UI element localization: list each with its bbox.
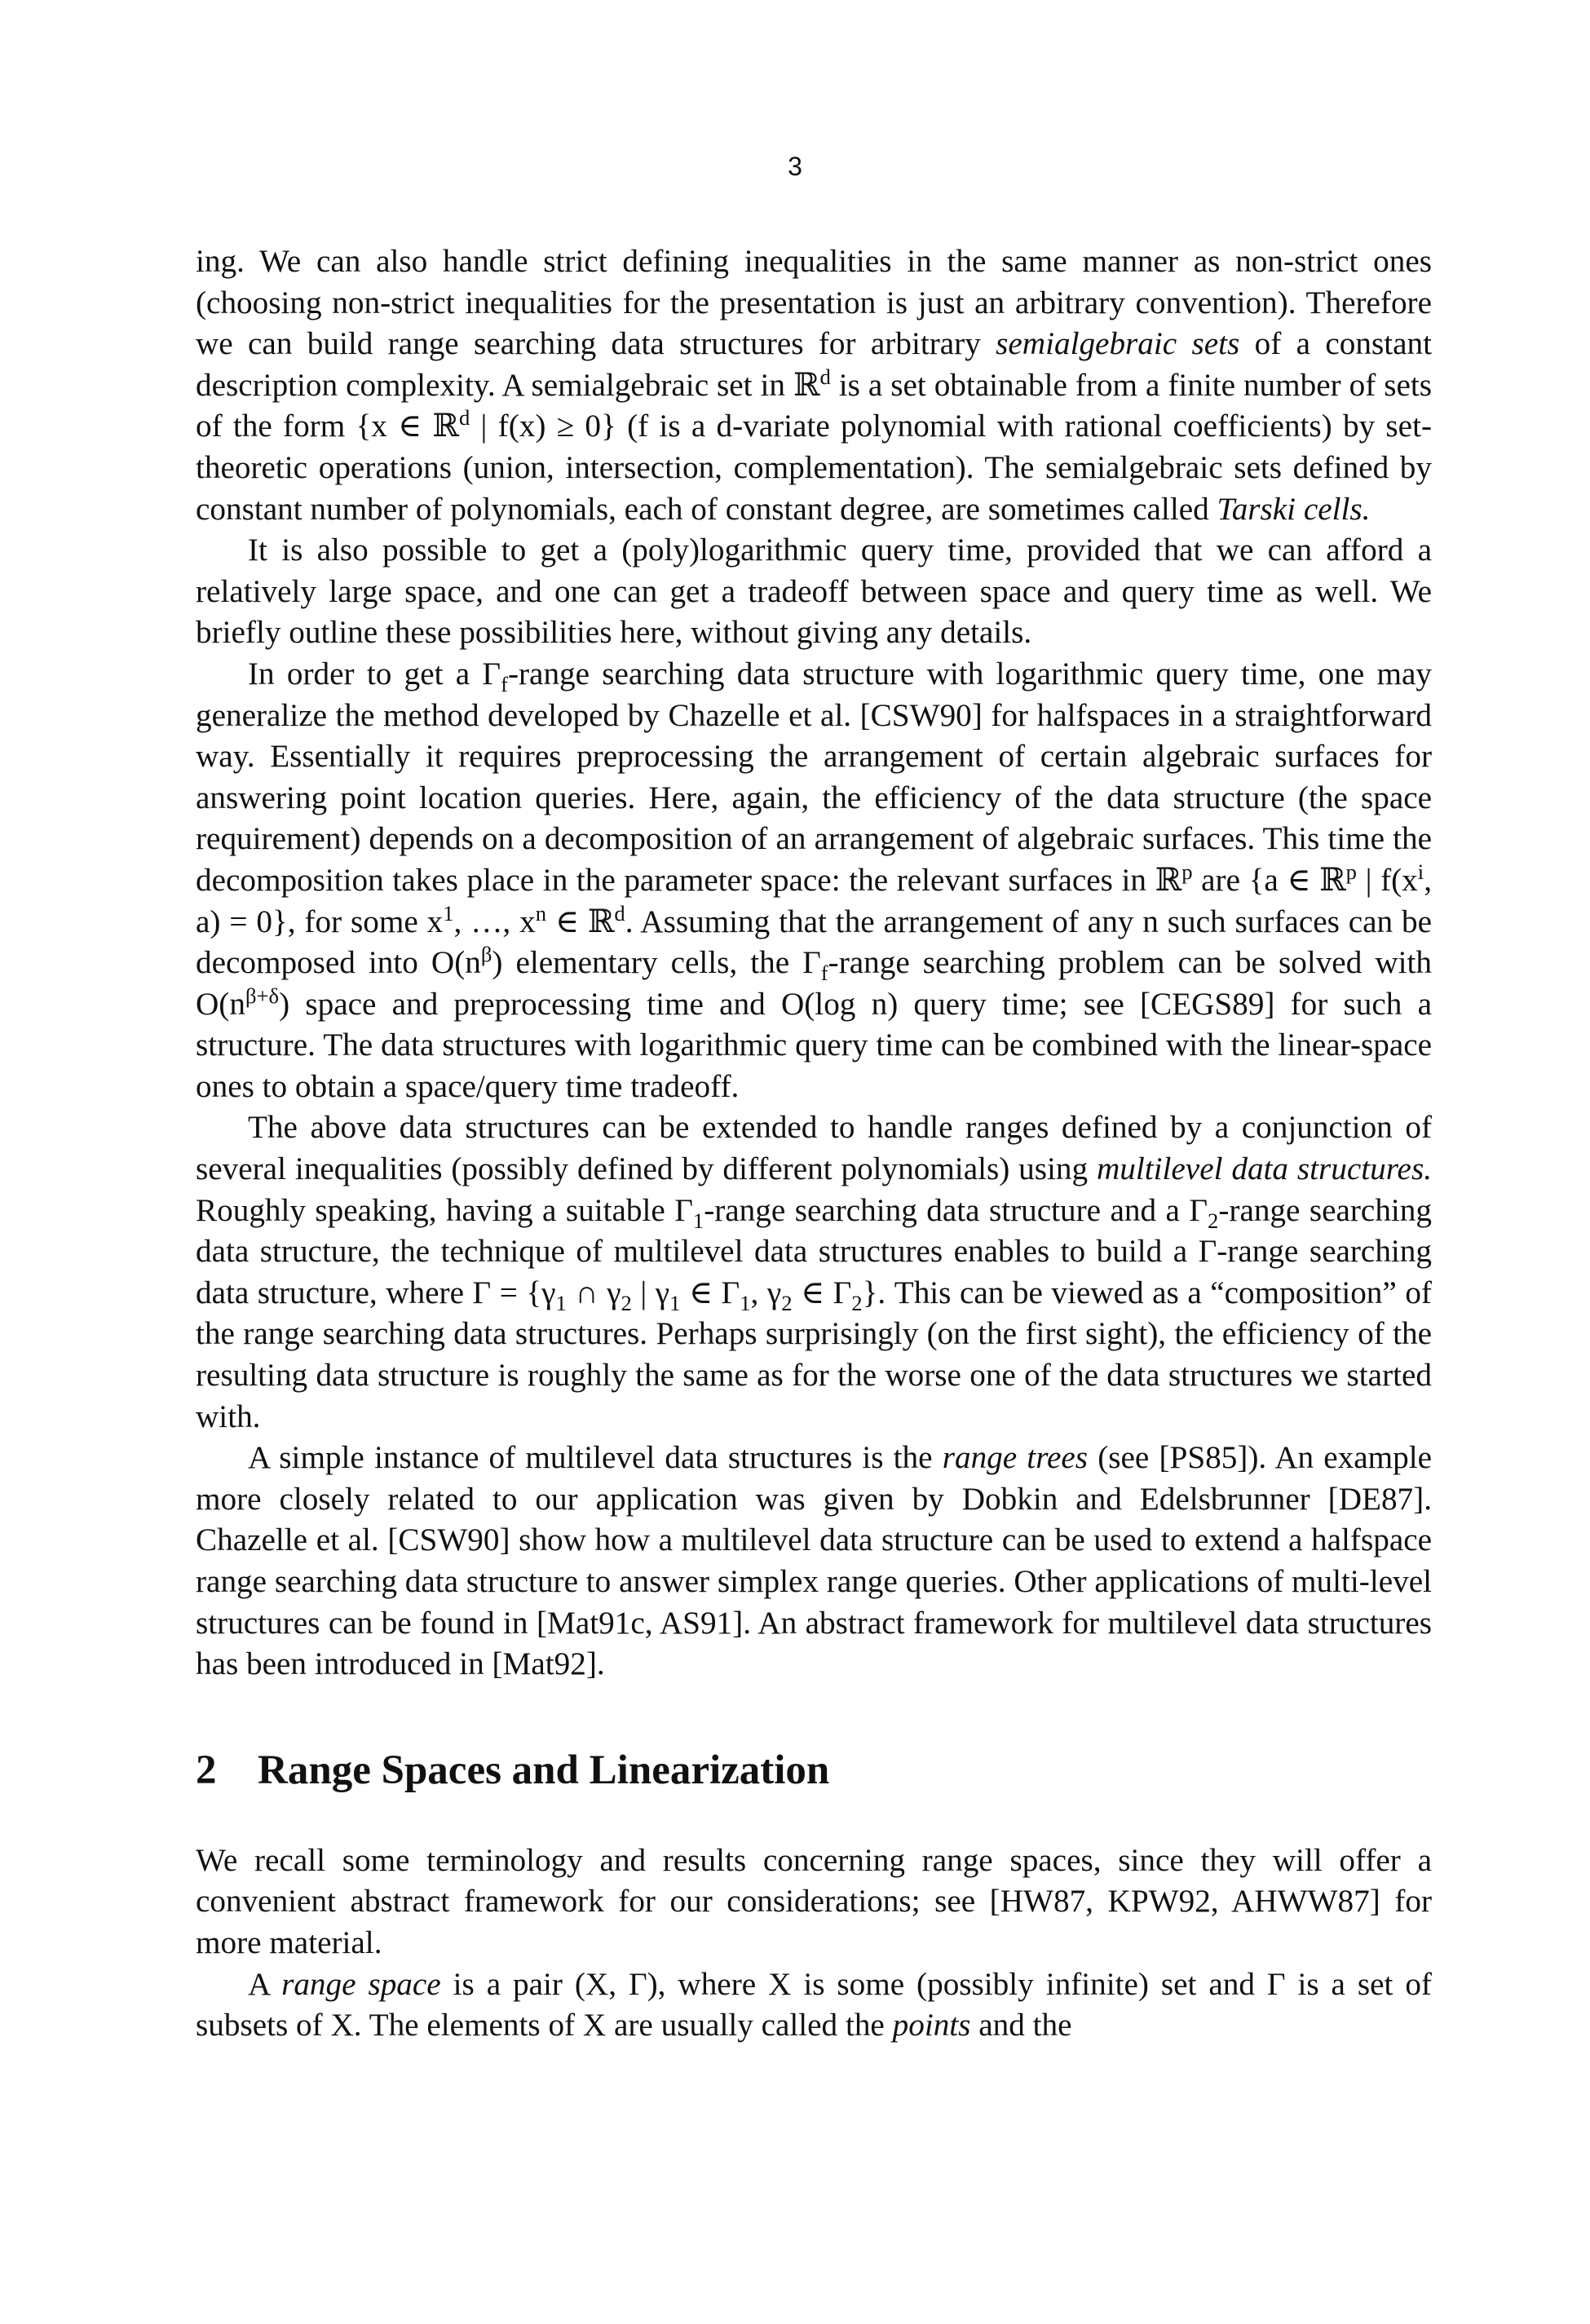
section-heading [196,1746,1432,1795]
paragraph-7: A range space is a pair (X, Γ), where X is some (possibly infinite) set and Γ is a set of subsets of X. The elements of X are usually called the points and the [196,1966,1432,2043]
paragraph-4: The above data structures can be extended to handle ranges defined by a conjunction of several inequalities (possibly defined by different polynomials) using multilevel data structures. Roughly speaking, having a suitable $\Gamma_1$-range searching data structure and a $\Gamma_2$-range searching data structure, the technique of multilevel data structures enables to build a Γ-range searching data structure, where $\Gamma = \{\gamma_1$ ∩ $\gamma_2$ | $\gamma_1$ ∈ $\Gamma_1$, $\gamma_2$ ∈ $\Gamma_2$}. This can be viewed as a “composition” of the range searching data structures. Perhaps surprisingly (on the first sight), the efficiency of the resulting data structure is roughly the same as for the worse one of the data structures we started with. [196,1110,1433,1434]
paragraph-5: A simple instance of multilevel data structures is the range trees (see [PS85]). An example more closely related to our application was given by Dobkin and Edelsbrunner [DE87]. Chazelle et al. [CSW90] show how a multilevel data structure can be used to extend a halfspace range searching data structure to answer simplex range queries. Other applications of multi-level structures can be found in [Mat91c, AS91]. An abstract framework for multilevel data structures has been introduced in [Mat92]. [196,1440,1432,1682]
body-text [196,241,1432,2047]
paragraph-2: It is also possible to get a (poly)logarithmic query time, provided that we can afford a relatively large space, and one can get a tradeoff between space and query time as well. We briefly outline these possibilities here, without giving any details. [196,532,1432,651]
term-semialgebraic-sets: semialgebraic sets [996,326,1240,362]
term-tarski-cells: Tarski cells. [1217,491,1371,527]
term-multilevel-data-structures: multilevel data structures. [1096,1151,1433,1187]
paragraph-6: We recall some terminology and results concerning range spaces, since they will offer a convenient abstract framework for our considerations; see [HW87, KPW92, AHWW87] for more material. [196,1842,1432,1960]
section-title: Range Spaces and Linearization [258,1747,830,1793]
section-number: 2 [196,1747,217,1793]
paragraph-1: ing. We can also handle strict defining inequalities in the same manner as non-strict ones (choosing non-strict inequalities for the presentation is just an arbitrary convention). Therefore we can build range searching data structures for arbitrary semialgebraic sets of a constant description complexity. A semialgebraic set in ℝ$^d$ is a set obtainable from a finite number of sets of the form {x ∈ ℝ$^d$ | f(x) ≥ 0} (f is a d-variate polynomial with rational coefficients) by set-theoretic operations (union, intersection, complementation). The semialgebraic sets defined by constant number of polynomials, each of constant degree, are sometimes called Tarski cells. [196,244,1433,527]
page-number: 3 [788,152,802,181]
term-points: points [892,2008,971,2043]
term-range-trees: range trees [942,1440,1089,1476]
paragraph-3: In order to get a $\Gamma_f$-range searching data structure with logarithmic query time, one may generalize the method developed by Chazelle et al. [CSW90] for halfspaces in a straightforward way. Essentially it requires preprocessing the arrangement of certain algebraic surfaces for answering point location queries. Here, again, the efficiency of the data structure (the space requirement) depends on a decomposition of an arrangement of algebraic surfaces. This time the decomposition takes place in the parameter space: the relevant surfaces in ℝ$^p$ are {a ∈ ℝ$^p$ | $f(x^i$, a) = 0}, for some $x^1$, …, $x^n$ ∈ ℝ$^d$. Assuming that the arrangement of any n such surfaces can be decomposed into $O(n^\beta)$ elementary cells, the $\Gamma_f$-range searching problem can be solved with $O(n^{\beta+\delta})$ space and preprocessing time and O(log n) query time; see [CEGS89] for such a structure. The data structures with logarithmic query time can be combined with the linear-space ones to obtain a space/query time tradeoff. [196,656,1433,1104]
term-range-space: range space [281,1966,441,2002]
